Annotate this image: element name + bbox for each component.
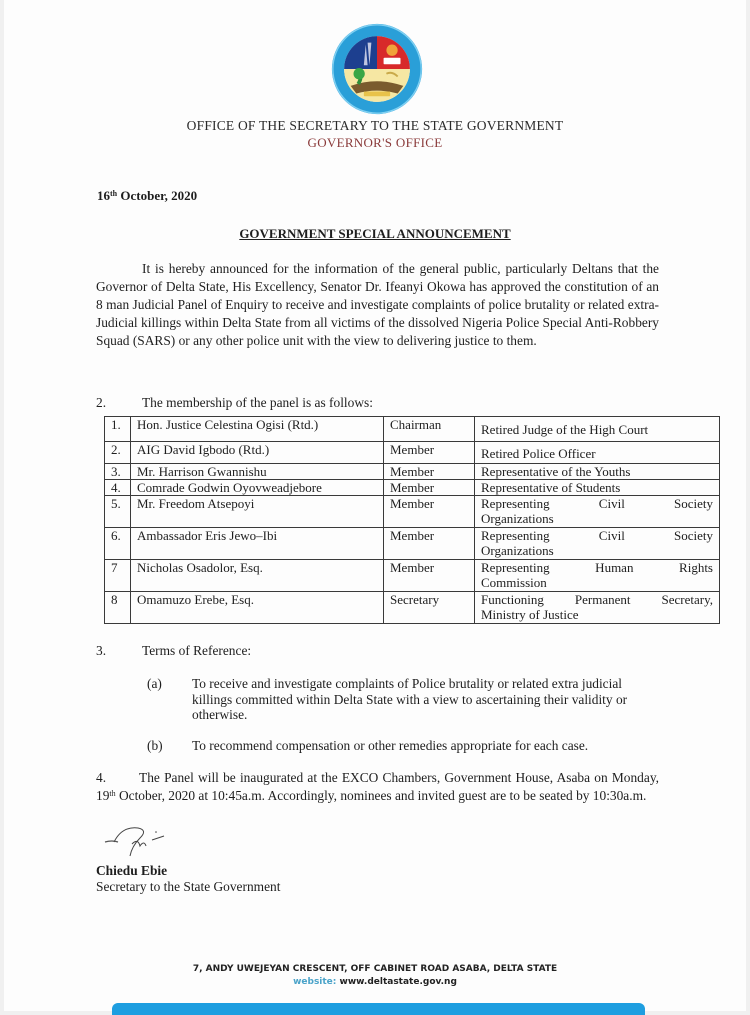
member-role: Member	[384, 496, 475, 528]
member-number: 8	[105, 592, 131, 624]
section-3-number: 3.	[96, 643, 107, 658]
member-description: Functioning Permanent Secretary, Ministry of Justice	[475, 592, 720, 624]
member-description: Representative of the Youths	[475, 464, 720, 480]
member-name: Comrade Godwin Oyovweadjebore	[131, 480, 384, 496]
signatory-name: Chiedu Ebie	[96, 863, 168, 878]
member-name: Omamuzo Erebe, Esq.	[131, 592, 384, 624]
member-role: Chairman	[384, 417, 475, 442]
website-link[interactable]: www.deltastate.gov.ng	[339, 977, 457, 987]
announcement-heading: GOVERNMENT SPECIAL ANNOUNCEMENT	[239, 226, 511, 241]
section-2-number: 2.	[96, 395, 107, 410]
member-number: 3.	[105, 464, 131, 480]
office-title: OFFICE OF THE SECRETARY TO THE STATE GOVERNMENT	[186, 118, 564, 133]
intro-paragraph: It is hereby announced for the information of the general public, particularly Deltans that the Governor of Delta State, His Excellency, Senator Dr. Ifeanyi Okowa has approved the constitution of an 8 man Judicial Panel of Enquiry to receive and investigate complaints of police brutality or related extra-Judicial killings within Delta State from all victims of the dissolved Nigeria Police Special Anti-Robbery Squad (SARS) or any other police unit with the view to delivering justice to them.	[96, 261, 659, 348]
section-3-title: Terms of Reference:	[142, 643, 252, 658]
member-description: Representing Civil Society Organizations	[475, 528, 720, 560]
table-row	[105, 496, 720, 528]
website-label: website:	[293, 977, 337, 987]
member-name: AIG David Igbodo (Rtd.)	[131, 442, 384, 464]
signature-icon	[100, 822, 190, 862]
member-number: 2.	[105, 442, 131, 464]
member-role: Member	[384, 464, 475, 480]
table-row	[105, 442, 720, 464]
footer-bar	[112, 1003, 645, 1015]
member-name: Mr. Freedom Atsepoyi	[131, 496, 384, 528]
footer-website	[0, 977, 750, 987]
delta-state-seal-icon	[330, 22, 424, 116]
member-role: Member	[384, 560, 475, 592]
member-role: Secretary	[384, 592, 475, 624]
section-2-text: The membership of the panel is as follows:	[142, 395, 373, 410]
member-description: Representing Human Rights Commission	[475, 560, 720, 592]
member-number: 6.	[105, 528, 131, 560]
table-row	[105, 528, 720, 560]
member-number: 1.	[105, 417, 131, 442]
table-row	[105, 480, 720, 496]
member-description: Representative of Students	[475, 480, 720, 496]
section-4-paragraph: 4. The Panel will be inaugurated at the EXCO Chambers, Government House, Asaba on Monday, 19th October, 2020 at 10:45a.m. Accordingly, nominees and invited guest are to be seated by 10:30a.m.	[96, 770, 659, 803]
panel-membership-table	[104, 416, 720, 624]
office-subtitle: GOVERNOR'S OFFICE	[307, 135, 443, 150]
table-row	[105, 464, 720, 480]
member-name: Mr. Harrison Gwannishu	[131, 464, 384, 480]
table-row	[105, 592, 720, 624]
member-name: Ambassador Eris Jewo–Ibi	[131, 528, 384, 560]
document-date: 16th October, 2020	[97, 188, 198, 203]
signatory-title: Secretary to the State Government	[96, 879, 281, 894]
member-number: 4.	[105, 480, 131, 496]
member-number: 5.	[105, 496, 131, 528]
member-role: Member	[384, 528, 475, 560]
table-row	[105, 417, 720, 442]
member-name: Nicholas Osadolor, Esq.	[131, 560, 384, 592]
member-role: Member	[384, 442, 475, 464]
member-role: Member	[384, 480, 475, 496]
member-description: Retired Police Officer	[475, 442, 720, 464]
term-a-label: (a)	[147, 676, 162, 691]
term-a-text: To receive and investigate complaints of Police brutality or related extra judicial killings committed within Delta State with a view to ascertaining their validity or otherwise.	[192, 676, 628, 722]
member-name: Hon. Justice Celestina Ogisi (Rtd.)	[131, 417, 384, 442]
footer-address: 7, ANDY UWEJEYAN CRESCENT, OFF CABINET ROAD ASABA, DELTA STATE	[192, 964, 558, 974]
table-row	[105, 560, 720, 592]
term-b-text: To recommend compensation or other remedies appropriate for each case.	[192, 738, 589, 753]
term-b-label: (b)	[147, 738, 163, 753]
member-number: 7	[105, 560, 131, 592]
member-description: Retired Judge of the High Court	[475, 417, 720, 442]
member-description: Representing Civil Society Organizations	[475, 496, 720, 528]
